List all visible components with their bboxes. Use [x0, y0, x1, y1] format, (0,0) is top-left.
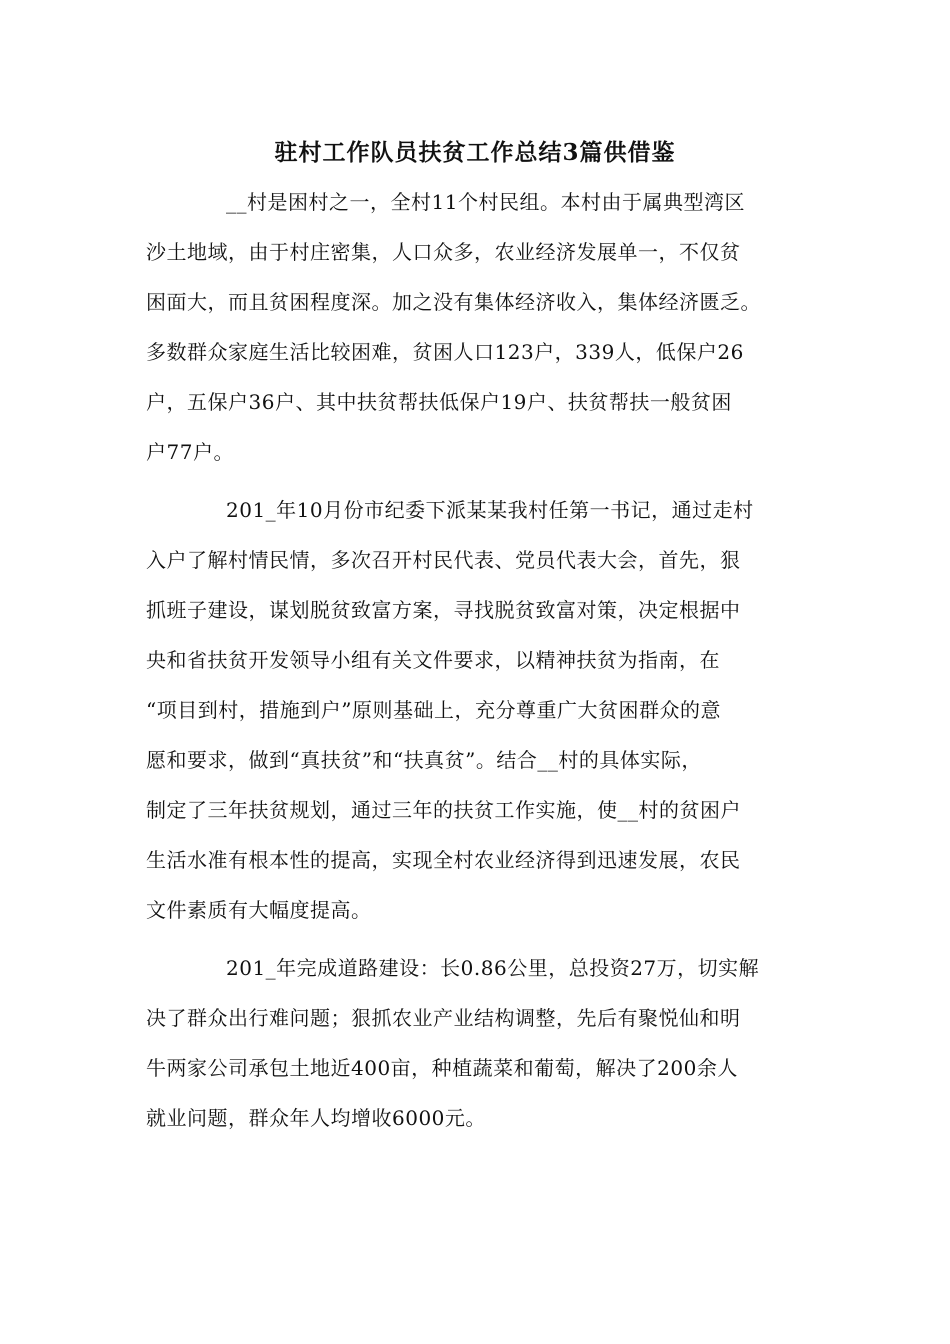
paragraph-line: 201_年完成道路建设：长0.86公里，总投资27万，切实解	[226, 956, 760, 980]
paragraph-line: 愿和要求，做到“真扶贫”和“扶真贫”。结合__村的具体实际，	[146, 748, 702, 772]
paragraph-line: 入户了解村情民情，多次召开村民代表、党员代表大会，首先，狠	[146, 548, 741, 572]
paragraph-line: 央和省扶贫开发领导小组有关文件要求，以精神扶贫为指南，在	[146, 648, 720, 672]
paragraph-line: 户77户。	[146, 440, 234, 464]
paragraph-village-overview	[146, 177, 806, 477]
paragraph-road-construction	[146, 943, 806, 1143]
paragraph-line: 生活水准有根本性的提高，实现全村农业经济得到迅速发展，农民	[146, 848, 741, 872]
paragraph-line: 沙土地域，由于村庄密集，人口众多，农业经济发展单一，不仅贫	[146, 240, 741, 264]
paragraph-line: 牛两家公司承包土地近400亩，种植蔬菜和葡萄，解决了200余人	[146, 1056, 738, 1080]
paragraph-line: 决了群众出行难问题；狠抓农业产业结构调整，先后有聚悦仙和明	[146, 1006, 741, 1030]
paragraph-line: 抓班子建设，谋划脱贫致富方案，寻找脱贫致富对策，决定根据中	[146, 598, 741, 622]
paragraph-first-secretary	[146, 485, 806, 935]
paragraph-line: 制定了三年扶贫规划，通过三年的扶贫工作实施，使__村的贫困户	[146, 798, 741, 822]
paragraph-line: 户，五保户36户、其中扶贫帮扶低保户19户、扶贫帮扶一般贫困	[146, 390, 732, 414]
paragraph-line: 困面大，而且贫困程度深。加之没有集体经济收入，集体经济匮乏。	[146, 290, 761, 314]
document-title: 驻村工作队员扶贫工作总结3篇供借鉴	[274, 139, 676, 166]
paragraph-line: __村是困村之一，全村11个村民组。本村由于属典型湾区	[226, 190, 745, 214]
paragraph-line: 201_年10月份市纪委下派某某我村任第一书记，通过走村	[226, 498, 754, 522]
paragraph-line: 文件素质有大幅度提高。	[146, 898, 372, 922]
paragraph-line: 就业问题，群众年人均增收6000元。	[146, 1106, 486, 1130]
paragraph-line: “项目到村，措施到户”原则基础上，充分尊重广大贫困群众的意	[146, 698, 721, 722]
paragraph-line: 多数群众家庭生活比较困难，贫困人口123户，339人，低保户26	[146, 340, 744, 364]
